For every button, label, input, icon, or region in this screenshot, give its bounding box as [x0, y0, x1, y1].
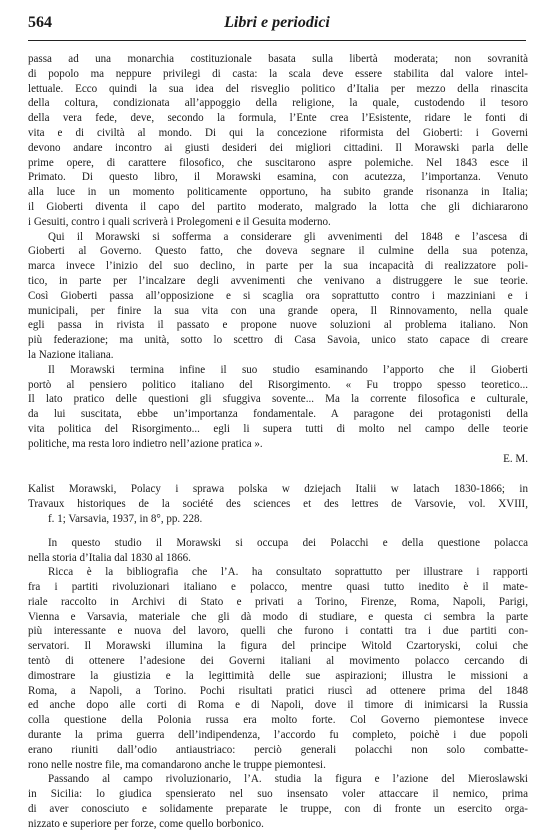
review-signature: E. M.	[503, 452, 528, 465]
review-polacy	[28, 482, 528, 831]
text-line: tico, in parte per l’incalzare degli avvenimenti che venivano a distruggere le sue teorie.	[28, 274, 528, 287]
text-line: tentò di ottenere l’adesione dei Governi italiani al movimento polacco cercando di	[28, 655, 528, 668]
text-line: colla questione della Polonia russa era molto forte. Col Governo piemontese invece	[28, 714, 528, 727]
text-line: Vienna e Varsavia, materiale che gli dà modo di studiare, e questa ci sembra la parte	[28, 610, 528, 623]
text-line: più federazione; ma unità, sotto lo scettro di Casa Savoia, unico stato capace di creare	[28, 334, 528, 347]
text-line: Primato. Di questo libro, il Morawski esamina, con acutezza, l’importanza. Venuto	[28, 171, 528, 184]
text-line: durante la prima guerra dell’indipendenza, l’accordo fu completo, poichè i due popoli	[28, 729, 528, 742]
text-line: devono andare incontro ai giusti desideri dei migliori cittadini. Il Morawski parla delle	[28, 141, 528, 154]
running-head: Libri e periodici	[224, 14, 330, 31]
page-number: 564	[28, 14, 52, 31]
text-line: il Gioberti diventa il capo del partito moderato, malgrado la lotta che gli dichiararono	[28, 200, 528, 213]
text-line: servatori. Il Morawski illumina la figura del principe Witold Czartoryski, colui che	[28, 640, 528, 653]
paragraph-spacer	[28, 527, 528, 536]
text-line: Il lato pratico delle questioni gli sfuggiva sovente... Ma la corrente filosofica e culturale,	[28, 393, 528, 406]
text-line: Il Morawski termina infine il suo studio esaminando l’apporto che il Gioberti	[48, 363, 528, 376]
text-line: Gioberti al Governo. Questo fatto, che doveva segnare il culmine della sua potenza,	[28, 245, 528, 258]
text-line: di popolo ma neppure privilegi di casta: la scala deve essere stabilita dal valore intel-	[28, 67, 528, 80]
text-line: vita politica del Risorgimento... egli li supera tutti di molto nel campo delle teorie	[28, 422, 528, 435]
text-line: lettuale. Ecco quindi la sua idea del risveglio politico d’Italia per mezzo della rinascita	[28, 82, 528, 95]
text-line: erano riuniti dall’odio antiaustriaco: perciò generali polacchi non solo combatte-	[28, 743, 528, 756]
text-line: riale raccolto in Archivi di Stato e privati a Torino, Firenze, Roma, Napoli, Parigi,	[28, 595, 528, 608]
text-line: dimostrare la giustizia e la legittimità delle sue aspirazioni; illustra le missioni a	[28, 669, 528, 682]
text-line: In questo studio il Morawski si occupa dei Polacchi e della questione polacca	[48, 536, 528, 549]
text-line: della coltura, condizionata all’appoggio della religione, la quale, custodendo il tesoro	[28, 97, 528, 110]
text-line: Passando al campo rivoluzionario, l’A. studia la figura e l’azione del Mieroslawski	[48, 773, 528, 786]
text-line: fra i partiti rivoluzionari italiano e polacco, mentre quasi tutto inedito è il mate-	[28, 581, 528, 594]
text-line: vita e di civiltà al mondo. Di qui la concezione riformista del Gioberti: i Governi	[28, 126, 528, 139]
text-line: Qui il Morawski si sofferma a considerare gli avvenimenti del 1848 e l’ascesa di	[48, 230, 528, 243]
text-line: rono nelle nostre file, ma comandarono anche le truppe piemontesi.	[28, 758, 326, 771]
text-line: portò al pensiero politico italiano del Risorgimento. « Fu troppo spesso teoretico...	[28, 378, 528, 391]
text-line: nella storia d’Italia dal 1830 al 1866.	[28, 551, 191, 564]
text-line: i Gesuiti, contro i quali scriverà i Prolegomeni e il Gesuita moderno.	[28, 215, 331, 228]
text-line: nizzato e superiore per forze, come quello borbonico.	[28, 817, 264, 830]
review-gioberti	[28, 52, 528, 466]
text-line: in Sicilia: lo giudica spensierato nel suo insensato voler attaccare il nemico, prima	[28, 788, 528, 801]
text-line: ed anche dopo alle corti di Roma e di Napoli, dove il timore di inimicarsi la Russia	[28, 699, 528, 712]
citation-line: Kalist Morawski, Polacy i sprawa polska w dziejach Italii w latach 1830-1866; in	[28, 483, 528, 496]
text-line: egli passa in rivista il passato e propone nuove soluzioni al problema italiano. Non	[28, 319, 528, 332]
citation-line: Travaux historiques de la société des sciences et des lettres de Varsovie, vol. XVIII,	[28, 498, 528, 511]
text-line: Ricca è la bibliografia che l’A. ha consultato soprattutto per illustrare i rapporti	[48, 566, 528, 579]
text-line: marca invece l’inizio del suo declino, in parte per la sua incapacità di realizzatore poli-	[28, 260, 528, 273]
text-line: da lui suscitata, ebbe un’importanza fondamentale. A paragone dei protagonisti della	[28, 408, 528, 421]
text-line: la Nazione italiana.	[28, 348, 114, 361]
section-spacer	[28, 466, 528, 482]
text-line: municipali, per finire la sua vita con una grande opera, Il Rinnovamento, nella quale	[28, 304, 528, 317]
page-header	[28, 12, 526, 41]
text-line: Così Gioberti passa all’opposizione e si scaglia ora soprattutto contro i mazziniani e i	[28, 289, 528, 302]
citation-line: f. 1; Varsavia, 1937, in 8°, pp. 228.	[48, 512, 203, 525]
text-line: della vera fede, deve, secondo la formula, l’Ente crea l’Esistente, ridare le fonti di	[28, 112, 528, 125]
text-line: Roma, a Napoli, a Torino. Pochi risultati pratici riuscì ad ottenere prima del 1848	[28, 684, 528, 697]
text-line: prime opere, di carattere filosofico, che suscitarono aspre polemiche. Nel 1843 esce il	[28, 156, 528, 169]
text-line: alla luce in un momento politicamente opportuno, ha subito grande risonanza in Italia;	[28, 186, 528, 199]
text-line: politiche, ma resta loro indietro nell’azione pratica ».	[28, 437, 263, 450]
text-line: passa ad una monarchia costituzionale basata sulla libertà moderata; non sovranità	[28, 53, 528, 65]
page-body	[28, 52, 528, 832]
text-line: di aver conosciuto e solidamente preparate le truppe, con di fronte un esercito orga-	[28, 803, 528, 816]
text-line: più interessante e nuova del lavoro, quelli che furono i contatti tra i due partiti con-	[28, 625, 528, 638]
